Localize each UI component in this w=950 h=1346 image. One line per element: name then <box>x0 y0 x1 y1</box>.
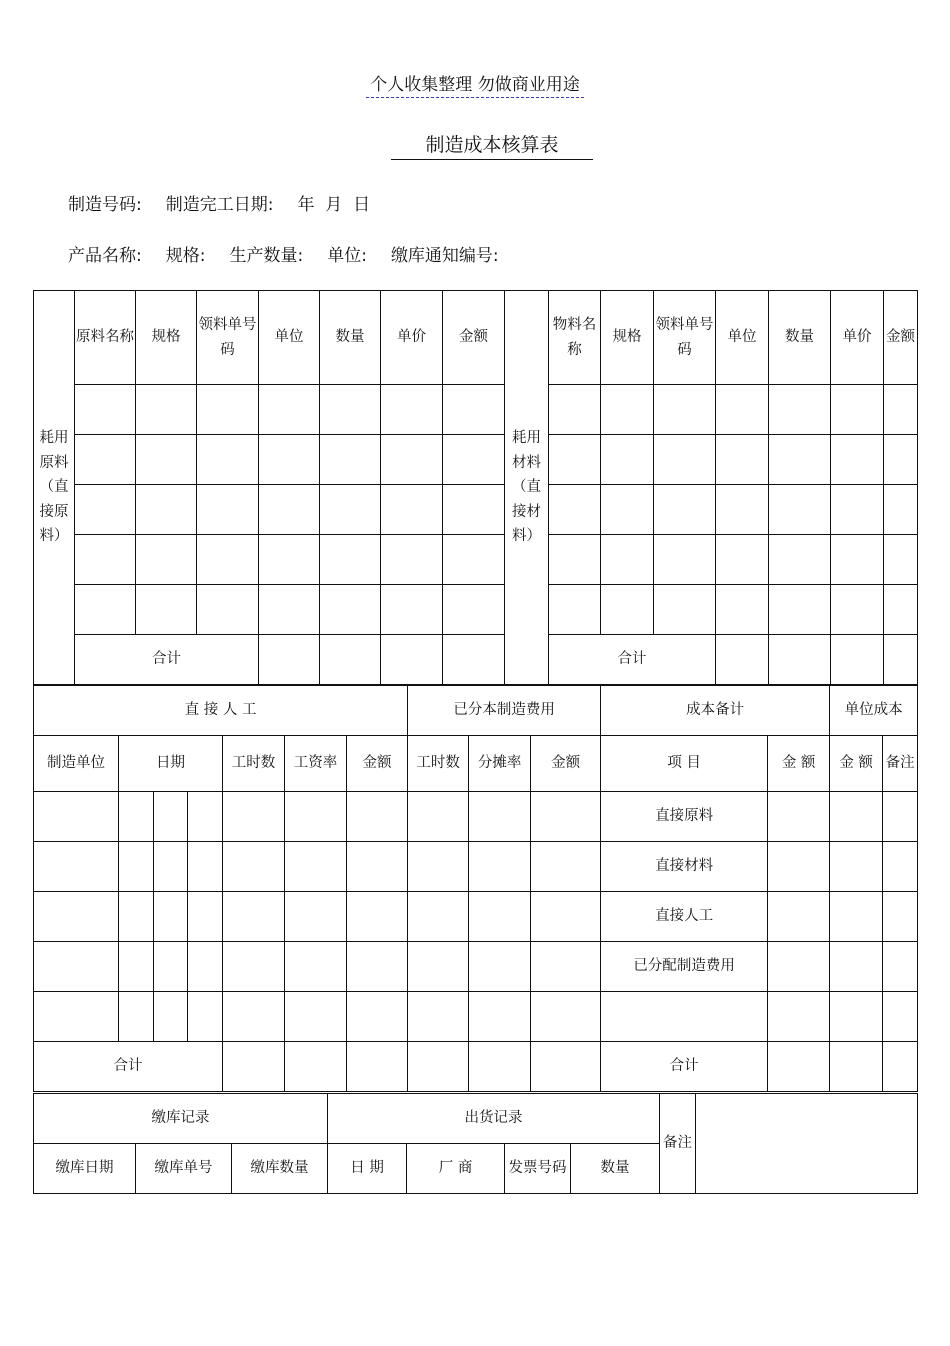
header-cell: 金额 <box>884 291 918 385</box>
empty-cell[interactable] <box>408 892 469 942</box>
empty-cell[interactable] <box>34 992 119 1042</box>
empty-cell[interactable] <box>347 792 408 842</box>
empty-cell[interactable] <box>136 485 197 535</box>
remarks-label: 备注 <box>660 1094 696 1194</box>
empty-cell[interactable] <box>654 535 716 585</box>
table-row <box>34 842 918 892</box>
empty-cell[interactable] <box>443 435 505 485</box>
empty-cell[interactable] <box>259 385 320 435</box>
empty-cell[interactable] <box>197 435 259 485</box>
empty-cell[interactable] <box>883 942 918 992</box>
empty-cell[interactable] <box>716 385 769 435</box>
header-cell: 工资率 <box>285 736 347 792</box>
header-cell: 缴库单号 <box>136 1144 232 1194</box>
empty-cell[interactable] <box>768 942 830 992</box>
empty-cell[interactable] <box>136 385 197 435</box>
header-cell: 厂 商 <box>407 1144 505 1194</box>
field-product-name: 产品名称: <box>68 246 142 266</box>
allocated-overhead-header: 已分本制造费用 <box>408 686 601 736</box>
total-label: 合计 <box>34 1042 223 1092</box>
header-cell: 物料名称 <box>549 291 601 385</box>
empty-cell[interactable] <box>531 792 601 842</box>
empty-cell[interactable] <box>831 435 884 485</box>
materials-table <box>33 290 918 685</box>
field-manufacture-number: 制造号码: <box>68 195 142 215</box>
empty-cell[interactable] <box>154 942 188 992</box>
table-row <box>34 385 918 435</box>
raw-material-label: 耗用原料（直接原料） <box>34 291 75 685</box>
empty-cell[interactable] <box>601 435 654 485</box>
empty-cell[interactable] <box>136 435 197 485</box>
empty-cell[interactable] <box>381 435 443 485</box>
header-cell: 金额 <box>443 291 505 385</box>
empty-cell[interactable] <box>347 892 408 942</box>
empty-cell[interactable] <box>549 485 601 535</box>
header-cell: 缴库日期 <box>34 1144 136 1194</box>
header-cell: 原料名称 <box>75 291 136 385</box>
records-table <box>33 1093 918 1194</box>
empty-cell[interactable] <box>883 842 918 892</box>
empty-cell[interactable] <box>549 385 601 435</box>
header-cell: 制造单位 <box>34 736 119 792</box>
header-cell: 金额 <box>347 736 408 792</box>
empty-cell[interactable] <box>831 585 884 635</box>
empty-cell[interactable] <box>154 842 188 892</box>
empty-cell[interactable] <box>320 485 381 535</box>
empty-cell[interactable] <box>75 385 136 435</box>
header-cell: 数量 <box>320 291 381 385</box>
empty-cell[interactable] <box>716 485 769 535</box>
empty-cell[interactable] <box>320 585 381 635</box>
empty-cell[interactable] <box>197 585 259 635</box>
empty-cell[interactable] <box>469 892 531 942</box>
empty-cell[interactable] <box>830 842 883 892</box>
unit-cost-header: 单位成本 <box>830 686 918 736</box>
empty-cell[interactable] <box>831 535 884 585</box>
table-row <box>34 942 918 992</box>
empty-cell[interactable] <box>768 792 830 842</box>
empty-cell[interactable] <box>119 842 154 892</box>
empty-cell[interactable] <box>830 792 883 842</box>
empty-cell[interactable] <box>285 842 347 892</box>
empty-cell[interactable] <box>769 485 831 535</box>
empty-cell[interactable] <box>136 535 197 585</box>
empty-cell[interactable] <box>831 485 884 535</box>
empty-cell[interactable] <box>601 585 654 635</box>
direct-labor-header: 直 接 人 工 <box>34 686 408 736</box>
empty-cell[interactable] <box>119 792 154 842</box>
empty-cell[interactable] <box>443 485 505 535</box>
empty-cell[interactable] <box>119 992 154 1042</box>
empty-cell[interactable] <box>443 585 505 635</box>
empty-cell[interactable] <box>884 385 918 435</box>
field-spec: 规格: <box>165 246 206 266</box>
empty-cell[interactable] <box>654 385 716 435</box>
empty-cell[interactable] <box>34 892 119 942</box>
empty-cell[interactable] <box>531 1042 601 1092</box>
empty-cell[interactable] <box>347 842 408 892</box>
empty-cell[interactable] <box>408 792 469 842</box>
empty-cell[interactable] <box>408 992 469 1042</box>
empty-cell[interactable] <box>188 992 223 1042</box>
empty-cell[interactable] <box>531 942 601 992</box>
empty-cell[interactable] <box>768 1042 830 1092</box>
empty-cell[interactable] <box>259 585 320 635</box>
shipping-record-title: 出货记录 <box>328 1094 660 1144</box>
empty-cell[interactable] <box>381 485 443 535</box>
empty-cell[interactable] <box>884 435 918 485</box>
header-cell: 发票号码 <box>505 1144 571 1194</box>
info-line-1 <box>68 190 394 215</box>
header-cell: 规格 <box>601 291 654 385</box>
empty-cell[interactable] <box>223 892 285 942</box>
materials-header-row <box>34 291 918 385</box>
empty-cell[interactable] <box>884 585 918 635</box>
empty-cell[interactable] <box>223 1042 285 1092</box>
empty-cell[interactable] <box>469 1042 531 1092</box>
cost-item: 直接原料 <box>601 792 768 842</box>
storage-record-title: 缴库记录 <box>34 1094 328 1144</box>
empty-cell[interactable] <box>75 435 136 485</box>
table-row <box>34 585 918 635</box>
field-completion-date: 制造完工日期: <box>165 195 274 215</box>
table-row <box>34 992 918 1042</box>
cost-summary-header: 成本备计 <box>601 686 830 736</box>
empty-cell[interactable] <box>549 435 601 485</box>
empty-cell[interactable] <box>347 992 408 1042</box>
cost-item: 直接人工 <box>601 892 768 942</box>
header-cell: 金 额 <box>830 736 883 792</box>
empty-cell[interactable] <box>769 535 831 585</box>
empty-cell[interactable] <box>188 942 223 992</box>
empty-cell[interactable] <box>259 535 320 585</box>
field-unit: 单位: <box>327 246 367 266</box>
empty-cell[interactable] <box>197 385 259 435</box>
empty-cell[interactable] <box>285 892 347 942</box>
empty-cell[interactable] <box>34 942 119 992</box>
header-cell: 金额 <box>531 736 601 792</box>
empty-cell[interactable] <box>381 535 443 585</box>
header-cell: 备注 <box>883 736 918 792</box>
empty-cell[interactable] <box>769 585 831 635</box>
header-cell: 金 额 <box>768 736 830 792</box>
empty-cell[interactable] <box>347 942 408 992</box>
empty-cell[interactable] <box>883 892 918 942</box>
empty-cell[interactable] <box>831 385 884 435</box>
empty-cell[interactable] <box>884 535 918 585</box>
header-cell: 工时数 <box>408 736 469 792</box>
empty-cell[interactable] <box>320 385 381 435</box>
empty-cell[interactable] <box>223 942 285 992</box>
empty-cell[interactable] <box>531 992 601 1042</box>
table-row <box>34 535 918 585</box>
column-header-row <box>34 736 918 792</box>
header-cell: 单价 <box>381 291 443 385</box>
empty-cell[interactable] <box>259 635 320 685</box>
header-cell: 单价 <box>831 291 884 385</box>
empty-cell[interactable] <box>716 535 769 585</box>
empty-cell[interactable] <box>285 942 347 992</box>
empty-cell[interactable] <box>769 435 831 485</box>
empty-cell[interactable] <box>830 942 883 992</box>
empty-cell[interactable] <box>223 792 285 842</box>
empty-cell[interactable] <box>549 585 601 635</box>
empty-cell[interactable] <box>601 535 654 585</box>
empty-cell[interactable] <box>469 992 531 1042</box>
empty-cell[interactable] <box>119 892 154 942</box>
total-row <box>34 635 918 685</box>
empty-cell[interactable] <box>531 842 601 892</box>
header-cell: 规格 <box>136 291 197 385</box>
empty-cell[interactable] <box>469 842 531 892</box>
empty-cell[interactable] <box>883 992 918 1042</box>
empty-cell[interactable] <box>531 892 601 942</box>
empty-cell[interactable] <box>443 535 505 585</box>
total-label: 合计 <box>549 635 716 685</box>
table-row <box>34 485 918 535</box>
empty-cell[interactable] <box>883 1042 918 1092</box>
empty-cell[interactable] <box>223 842 285 892</box>
labor-cost-table <box>33 685 918 1092</box>
empty-cell[interactable] <box>601 485 654 535</box>
empty-cell[interactable] <box>768 992 830 1042</box>
field-quantity: 生产数量: <box>229 246 304 266</box>
empty-cell[interactable] <box>285 992 347 1042</box>
empty-cell[interactable] <box>259 485 320 535</box>
total-row <box>34 1042 918 1092</box>
empty-cell[interactable] <box>259 435 320 485</box>
empty-cell[interactable] <box>154 892 188 942</box>
empty-cell[interactable] <box>154 992 188 1042</box>
records-title-row <box>34 1094 918 1144</box>
total-label: 合计 <box>601 1042 768 1092</box>
empty-cell[interactable] <box>285 792 347 842</box>
empty-cell[interactable] <box>197 535 259 585</box>
empty-cell[interactable] <box>883 792 918 842</box>
empty-cell[interactable] <box>119 942 154 992</box>
empty-cell[interactable] <box>285 1042 347 1092</box>
empty-cell[interactable] <box>381 385 443 435</box>
cost-item <box>601 992 768 1042</box>
empty-cell[interactable] <box>716 585 769 635</box>
header-cell: 工时数 <box>223 736 285 792</box>
section-header-row <box>34 686 918 736</box>
empty-cell[interactable] <box>320 635 381 685</box>
table-row <box>34 435 918 485</box>
empty-cell[interactable] <box>381 585 443 635</box>
empty-cell[interactable] <box>654 435 716 485</box>
empty-cell[interactable] <box>830 1042 883 1092</box>
total-label: 合计 <box>75 635 259 685</box>
empty-cell[interactable] <box>75 535 136 585</box>
header-cell: 日期 <box>119 736 223 792</box>
empty-cell[interactable] <box>884 485 918 535</box>
empty-cell[interactable] <box>601 385 654 435</box>
empty-cell[interactable] <box>188 792 223 842</box>
empty-cell[interactable] <box>443 385 505 435</box>
empty-cell[interactable] <box>408 1042 469 1092</box>
empty-cell[interactable] <box>188 842 223 892</box>
empty-cell[interactable] <box>443 635 505 685</box>
header-cell: 单位 <box>259 291 320 385</box>
empty-cell[interactable] <box>34 792 119 842</box>
header-cell: 日 期 <box>328 1144 407 1194</box>
empty-cell[interactable] <box>716 635 769 685</box>
header-cell: 单位 <box>716 291 769 385</box>
empty-cell[interactable] <box>654 485 716 535</box>
header-cell: 项 目 <box>601 736 768 792</box>
empty-cell[interactable] <box>469 792 531 842</box>
empty-cell[interactable] <box>768 892 830 942</box>
cost-item: 直接材料 <box>601 842 768 892</box>
empty-cell[interactable] <box>75 585 136 635</box>
header-cell: 缴库数量 <box>232 1144 328 1194</box>
field-date-ymd: 年 月 日 <box>297 195 371 215</box>
empty-cell[interactable] <box>197 485 259 535</box>
cost-item: 已分配制造费用 <box>601 942 768 992</box>
empty-cell[interactable] <box>408 942 469 992</box>
empty-cell[interactable] <box>769 635 831 685</box>
table-row <box>34 792 918 842</box>
empty-cell[interactable] <box>136 585 197 635</box>
header-note: 个人收集整理 勿做商业用途 <box>0 70 950 95</box>
empty-cell[interactable] <box>347 1042 408 1092</box>
empty-cell[interactable] <box>320 535 381 585</box>
table-row <box>34 892 918 942</box>
empty-cell[interactable] <box>768 842 830 892</box>
empty-cell[interactable] <box>320 435 381 485</box>
empty-cell[interactable] <box>830 992 883 1042</box>
empty-cell[interactable] <box>769 385 831 435</box>
empty-cell[interactable] <box>408 842 469 892</box>
empty-cell[interactable] <box>469 942 531 992</box>
empty-cell[interactable] <box>34 842 119 892</box>
header-cell: 数量 <box>769 291 831 385</box>
header-cell: 分摊率 <box>469 736 531 792</box>
header-cell: 数量 <box>571 1144 660 1194</box>
empty-cell[interactable] <box>154 792 188 842</box>
empty-cell[interactable] <box>884 635 918 685</box>
material-label: 耗用材料（直接材料） <box>505 291 549 685</box>
empty-cell[interactable] <box>830 892 883 942</box>
page-title: 制造成本核算表 <box>0 130 950 157</box>
empty-cell[interactable] <box>223 992 285 1042</box>
info-line-2 <box>68 241 523 266</box>
header-cell: 领料单号码 <box>654 291 716 385</box>
field-storage-notice-number: 缴库通知编号: <box>390 246 499 266</box>
empty-cell[interactable] <box>654 585 716 635</box>
empty-cell[interactable] <box>549 535 601 585</box>
empty-cell[interactable] <box>188 892 223 942</box>
header-cell: 领料单号码 <box>197 291 259 385</box>
empty-cell[interactable] <box>381 635 443 685</box>
empty-cell[interactable] <box>75 485 136 535</box>
empty-cell[interactable] <box>831 635 884 685</box>
empty-cell[interactable] <box>716 435 769 485</box>
remarks-field[interactable] <box>696 1094 918 1194</box>
